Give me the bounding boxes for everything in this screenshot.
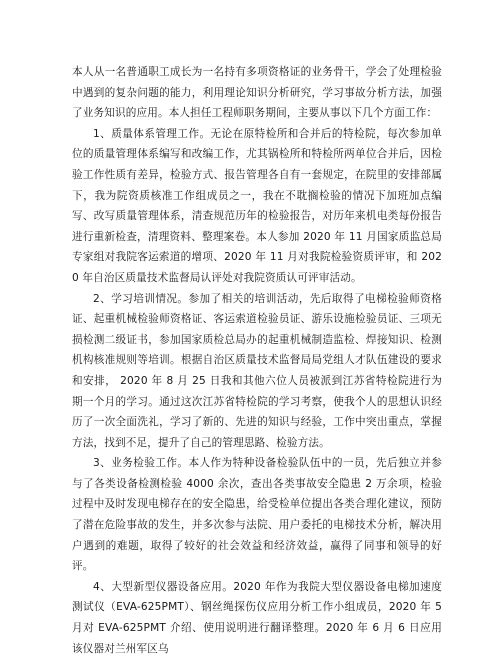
quality-system-paragraph: 1、质量体系管理工作。无论在原特检所和合并后的特检院，每次参加单位的质量管理体系编写和改编工作，尤其锅检所和特检所两单位合并后，因检验工作性质有差异，检验方式、报告管理各自有一套规定，在院里的安排部属下，我为院资质核准工作组成员之一，我在不耽搁检验的情况下加班加点编写、改写质量管理体系，清查规范历年的检验报告，对历年来机电类每份报告进行重新检查，清理资料、整理案卷。本人参加 2020 年 11 月国家质监总局专家组对我院客运索道的增项、2020 年 11 月对我院检验资质评审，和 2020 年自治区质量技术监督局认评处对我院资质认可评审活动。 [72, 127, 442, 284]
training-paragraph: 2、学习培训情况。参加了相关的培训活动，先后取得了电梯检验师资格证、起重机械检验师资格证、客运索道检验员证、游乐设施检验员证、三项无损检测二级证书，参加国家质检总局办的起重机械制造监检、焊接知识、检测机构核准规则等培训。根据自治区质量技术监督局局党组人才队伍建设的要求和安排， 2020 年 8 月 25 日我和其他六位人员被派到江苏省特检院进行为期一个月的学习。通过这次江苏省特检院的学习考察，使我个人的思想认识经历了一次全面洗礼，学习了新的、先进的知识与经验，工作中突出重点，掌握方法，找到不足，提升了自己的管理思路、检验方法。 [72, 292, 442, 449]
instrument-application-paragraph: 4、大型新型仪器设备应用。2020 年作为我院大型仪器设备电梯加速度测试仪（EVA-625PMT）、钢丝绳探伤仪应用分析工作小组成员，2020 年 5 月对 EVA-625PMT 介绍、使用说明进行翻译整理。2020 年 6 月 6 日应用该仪器对兰州军区乌 [72, 580, 442, 655]
intro-paragraph: 本人从一名普通职工成长为一名持有多项资格证的业务骨干，学会了处理检验中遇到的复杂问题的能力，利用理论知识分析研究，学习事故分析方法，加强了业务知识的应用。本人担任工程师职务期间，主要从事以下几个方面工作： [72, 66, 442, 120]
document-body [72, 62, 442, 659]
inspection-work-paragraph: 3、业务检验工作。本人作为特种设备检验队伍中的一员，先后独立并参与了各类设备检测检验 4000 余次，查出各类事故安全隐患 2 万余项，检验过程中及时发现电梯存在的安全隐患，给受检单位提出各类合理化建议，预防了潜在危险事故的发生，并多次参与法院、用户委托的电梯技术分析，解决用户遇到的难题，取得了较好的社会效益和经济效益，赢得了同事和领导的好评。 [72, 457, 442, 573]
